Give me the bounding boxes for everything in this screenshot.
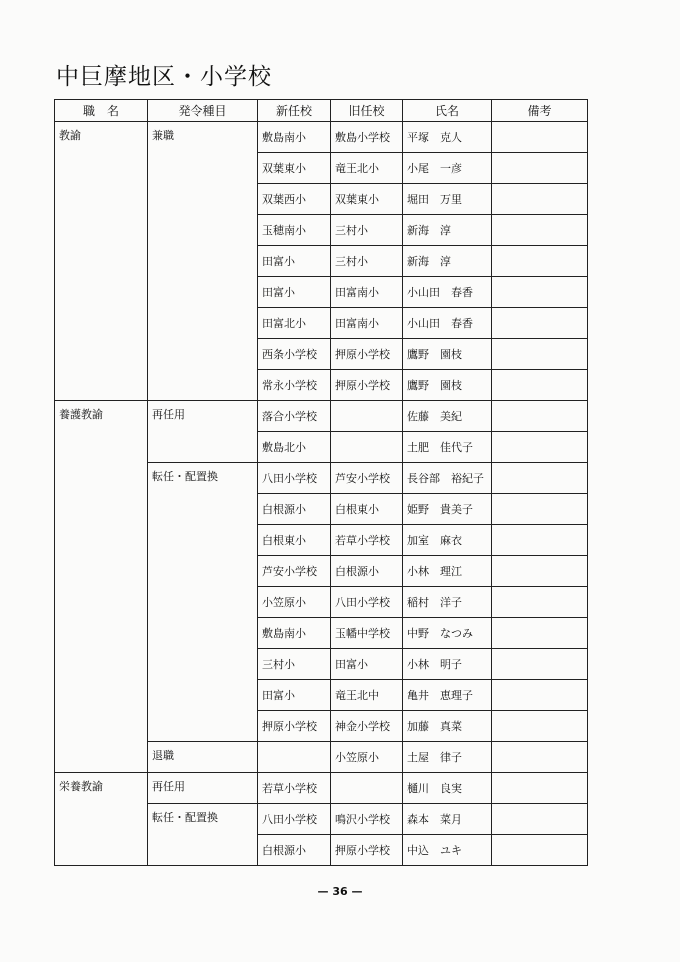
cell-old-school-text: 押原小学校 <box>335 844 390 857</box>
cell-old-school-text: 田富小 <box>335 658 368 671</box>
cell-name-text: 森本 菜月 <box>407 813 462 826</box>
cell-type <box>148 773 258 804</box>
cell-new-school-text: 八田小学校 <box>262 472 317 485</box>
cell-new-school <box>258 401 331 432</box>
cell-notes <box>492 835 588 866</box>
cell-old-school-text: 若草小学校 <box>335 534 390 547</box>
cell-old-school-text: 押原小学校 <box>335 379 390 392</box>
cell-notes <box>492 556 588 587</box>
cell-name-text: 鷹野 園枝 <box>407 379 462 392</box>
cell-name-text: 新海 淳 <box>407 255 451 268</box>
cell-notes-text <box>492 122 587 129</box>
cell-new-school-text: 常永小学校 <box>262 379 317 392</box>
cell-old-school <box>331 215 403 246</box>
cell-name <box>403 711 492 742</box>
cell-notes-text <box>492 711 587 718</box>
cell-new-school <box>258 649 331 680</box>
cell-old-school-text: 玉幡中学校 <box>335 627 390 640</box>
cell-name <box>403 339 492 370</box>
personnel-table <box>54 99 588 866</box>
cell-old-school <box>331 804 403 835</box>
cell-name-text: 中野 なつみ <box>407 627 473 640</box>
cell-notes <box>492 680 588 711</box>
cell-name <box>403 277 492 308</box>
cell-name <box>403 773 492 804</box>
cell-new-school <box>258 153 331 184</box>
page-title: 中巨摩地区・小学校 <box>56 64 272 90</box>
cell-notes-text <box>492 308 587 315</box>
cell-old-school <box>331 525 403 556</box>
cell-notes-text <box>492 680 587 687</box>
cell-old-school <box>331 184 403 215</box>
cell-old-school <box>331 122 403 153</box>
cell-notes-text <box>492 370 587 377</box>
cell-name <box>403 556 492 587</box>
cell-name-text: 新海 淳 <box>407 224 451 237</box>
cell-old-school <box>331 773 403 804</box>
cell-old-school <box>331 370 403 401</box>
cell-name-text: 加藤 真菜 <box>407 720 462 733</box>
page-number: — 36 — <box>317 885 363 898</box>
header-old-school: 旧任校 <box>331 100 403 122</box>
cell-name <box>403 153 492 184</box>
cell-notes <box>492 649 588 680</box>
cell-old-school <box>331 494 403 525</box>
cell-new-school <box>258 308 331 339</box>
cell-name <box>403 618 492 649</box>
cell-old-school-text: 白根東小 <box>335 503 379 516</box>
cell-notes-text <box>492 804 587 811</box>
cell-old-school-text: 白根源小 <box>335 565 379 578</box>
cell-name <box>403 525 492 556</box>
cell-name-text: 佐藤 美紀 <box>407 410 462 423</box>
cell-old-school-text: 鳴沢小学校 <box>335 813 390 826</box>
cell-new-school <box>258 215 331 246</box>
cell-notes-text <box>492 525 587 532</box>
cell-name <box>403 308 492 339</box>
cell-new-school <box>258 618 331 649</box>
cell-new-school <box>258 432 331 463</box>
cell-notes <box>492 742 588 773</box>
cell-old-school-text: 小笠原小 <box>335 751 379 764</box>
cell-name-text: 稲村 洋子 <box>407 596 462 609</box>
cell-name <box>403 649 492 680</box>
header-new-school: 新任校 <box>258 100 331 122</box>
cell-position-text: 教諭 <box>59 129 81 142</box>
cell-old-school-text: 双葉東小 <box>335 193 379 206</box>
cell-name <box>403 246 492 277</box>
cell-type-text: 転任・配置換 <box>152 811 218 824</box>
cell-position <box>55 773 148 866</box>
cell-name <box>403 587 492 618</box>
cell-old-school-text <box>331 432 402 439</box>
cell-notes <box>492 246 588 277</box>
cell-notes <box>492 370 588 401</box>
table-row <box>55 773 588 804</box>
cell-name-text: 堀田 万里 <box>407 193 462 206</box>
cell-notes <box>492 618 588 649</box>
cell-old-school-text: 竜王北小 <box>335 162 379 175</box>
cell-notes-text <box>492 401 587 408</box>
cell-new-school-text: 敷島南小 <box>262 131 306 144</box>
cell-new-school-text: 白根源小 <box>262 503 306 516</box>
header-position: 職 名 <box>55 100 148 122</box>
cell-new-school-text: 玉穂南小 <box>262 224 306 237</box>
cell-new-school <box>258 370 331 401</box>
cell-new-school-text: 田富小 <box>262 255 295 268</box>
cell-old-school-text: 田富南小 <box>335 317 379 330</box>
cell-name <box>403 680 492 711</box>
cell-notes-text <box>492 246 587 253</box>
cell-new-school <box>258 804 331 835</box>
cell-name-text: 樋川 良実 <box>407 782 462 795</box>
cell-old-school <box>331 153 403 184</box>
cell-new-school-text: 芦安小学校 <box>262 565 317 578</box>
cell-new-school <box>258 184 331 215</box>
cell-notes <box>492 587 588 618</box>
cell-new-school <box>258 556 331 587</box>
cell-type-text: 再任用 <box>152 408 185 421</box>
cell-name <box>403 494 492 525</box>
cell-notes <box>492 432 588 463</box>
cell-old-school <box>331 680 403 711</box>
table-row <box>55 401 588 432</box>
cell-new-school-text: 白根東小 <box>262 534 306 547</box>
cell-name-text: 土屋 律子 <box>407 751 462 764</box>
cell-notes-text <box>492 587 587 594</box>
cell-notes <box>492 184 588 215</box>
cell-type-text: 再任用 <box>152 780 185 793</box>
header-type: 発令種目 <box>148 100 258 122</box>
cell-new-school-text: 若草小学校 <box>262 782 317 795</box>
cell-old-school <box>331 742 403 773</box>
cell-name <box>403 835 492 866</box>
cell-new-school <box>258 742 331 773</box>
cell-name <box>403 463 492 494</box>
cell-position <box>55 122 148 401</box>
cell-old-school <box>331 587 403 618</box>
cell-new-school <box>258 711 331 742</box>
cell-old-school <box>331 246 403 277</box>
cell-new-school-text: 敷島北小 <box>262 441 306 454</box>
cell-old-school <box>331 463 403 494</box>
cell-notes-text <box>492 494 587 501</box>
cell-name-text: 姫野 貴美子 <box>407 503 473 516</box>
cell-old-school <box>331 711 403 742</box>
cell-old-school <box>331 835 403 866</box>
cell-name <box>403 742 492 773</box>
cell-old-school <box>331 339 403 370</box>
cell-name-text: 小山田 春香 <box>407 286 473 299</box>
cell-notes-text <box>492 773 587 780</box>
table-header-row <box>55 100 588 122</box>
cell-notes-text <box>492 556 587 563</box>
cell-notes <box>492 711 588 742</box>
cell-new-school-text: 田富北小 <box>262 317 306 330</box>
cell-old-school <box>331 556 403 587</box>
cell-name-text: 小林 理江 <box>407 565 462 578</box>
cell-name-text: 平塚 克人 <box>407 131 462 144</box>
cell-name-text: 中込 ユキ <box>407 844 462 857</box>
cell-notes-text <box>492 835 587 842</box>
cell-old-school-text: 三村小 <box>335 224 368 237</box>
cell-name-text: 小山田 春香 <box>407 317 473 330</box>
cell-old-school-text: 敷島小学校 <box>335 131 390 144</box>
cell-old-school-text: 田富南小 <box>335 286 379 299</box>
cell-name-text: 小林 明子 <box>407 658 462 671</box>
cell-position-text: 栄養教諭 <box>59 780 103 793</box>
cell-type-text: 退職 <box>152 749 174 762</box>
cell-new-school-text: 双葉西小 <box>262 193 306 206</box>
cell-old-school <box>331 649 403 680</box>
cell-type <box>148 804 258 866</box>
cell-new-school <box>258 246 331 277</box>
cell-new-school-text: 敷島南小 <box>262 627 306 640</box>
cell-name <box>403 215 492 246</box>
cell-name-text: 長谷部 裕紀子 <box>407 472 484 485</box>
cell-name <box>403 122 492 153</box>
cell-new-school-text: 押原小学校 <box>262 720 317 733</box>
cell-name <box>403 804 492 835</box>
cell-new-school-text: 小笠原小 <box>262 596 306 609</box>
cell-old-school <box>331 432 403 463</box>
cell-notes-text <box>492 184 587 191</box>
cell-notes <box>492 308 588 339</box>
cell-old-school <box>331 308 403 339</box>
cell-type <box>148 463 258 742</box>
cell-notes-text <box>492 339 587 346</box>
cell-type <box>148 122 258 401</box>
cell-notes-text <box>492 153 587 160</box>
cell-name-text: 亀井 恵理子 <box>407 689 473 702</box>
cell-name <box>403 370 492 401</box>
cell-notes <box>492 463 588 494</box>
cell-new-school-text <box>258 742 330 749</box>
cell-new-school <box>258 463 331 494</box>
cell-notes-text <box>492 742 587 749</box>
cell-notes <box>492 804 588 835</box>
cell-notes <box>492 339 588 370</box>
cell-notes-text <box>492 463 587 470</box>
cell-position-text: 養護教諭 <box>59 408 103 421</box>
cell-notes <box>492 401 588 432</box>
cell-new-school <box>258 122 331 153</box>
cell-notes <box>492 277 588 308</box>
cell-notes <box>492 773 588 804</box>
cell-name-text: 加室 麻衣 <box>407 534 462 547</box>
cell-notes <box>492 153 588 184</box>
cell-new-school <box>258 494 331 525</box>
header-notes: 備考 <box>492 100 588 122</box>
cell-notes-text <box>492 618 587 625</box>
cell-old-school-text: 三村小 <box>335 255 368 268</box>
cell-name <box>403 401 492 432</box>
header-name: 氏名 <box>403 100 492 122</box>
cell-new-school-text: 双葉東小 <box>262 162 306 175</box>
cell-new-school-text: 田富小 <box>262 689 295 702</box>
cell-old-school-text: 押原小学校 <box>335 348 390 361</box>
cell-name-text: 小尾 一彦 <box>407 162 462 175</box>
cell-new-school <box>258 587 331 618</box>
cell-notes-text <box>492 215 587 222</box>
cell-old-school <box>331 618 403 649</box>
cell-notes-text <box>492 277 587 284</box>
cell-new-school-text: 三村小 <box>262 658 295 671</box>
cell-name-text: 鷹野 園枝 <box>407 348 462 361</box>
cell-new-school-text: 八田小学校 <box>262 813 317 826</box>
cell-notes-text <box>492 432 587 439</box>
cell-new-school <box>258 525 331 556</box>
cell-old-school-text: 竜王北中 <box>335 689 379 702</box>
cell-notes <box>492 122 588 153</box>
cell-notes <box>492 525 588 556</box>
cell-new-school-text: 西条小学校 <box>262 348 317 361</box>
cell-new-school-text: 田富小 <box>262 286 295 299</box>
cell-old-school-text: 神金小学校 <box>335 720 390 733</box>
table-body <box>55 122 588 866</box>
cell-new-school-text: 白根源小 <box>262 844 306 857</box>
table-row <box>55 122 588 153</box>
cell-new-school <box>258 773 331 804</box>
cell-name <box>403 432 492 463</box>
cell-new-school <box>258 339 331 370</box>
cell-type <box>148 742 258 773</box>
cell-type-text: 転任・配置換 <box>152 470 218 483</box>
cell-position <box>55 401 148 773</box>
cell-new-school <box>258 835 331 866</box>
cell-name-text: 土肥 佳代子 <box>407 441 473 454</box>
cell-old-school-text <box>331 401 402 408</box>
cell-new-school <box>258 277 331 308</box>
cell-name <box>403 184 492 215</box>
cell-new-school-text: 落合小学校 <box>262 410 317 423</box>
cell-old-school-text: 芦安小学校 <box>335 472 390 485</box>
cell-new-school <box>258 680 331 711</box>
cell-notes <box>492 494 588 525</box>
cell-notes <box>492 215 588 246</box>
cell-notes-text <box>492 649 587 656</box>
cell-old-school <box>331 401 403 432</box>
cell-type <box>148 401 258 463</box>
cell-old-school-text: 八田小学校 <box>335 596 390 609</box>
cell-type-text: 兼職 <box>152 129 174 142</box>
cell-old-school-text <box>331 773 402 780</box>
cell-old-school <box>331 277 403 308</box>
